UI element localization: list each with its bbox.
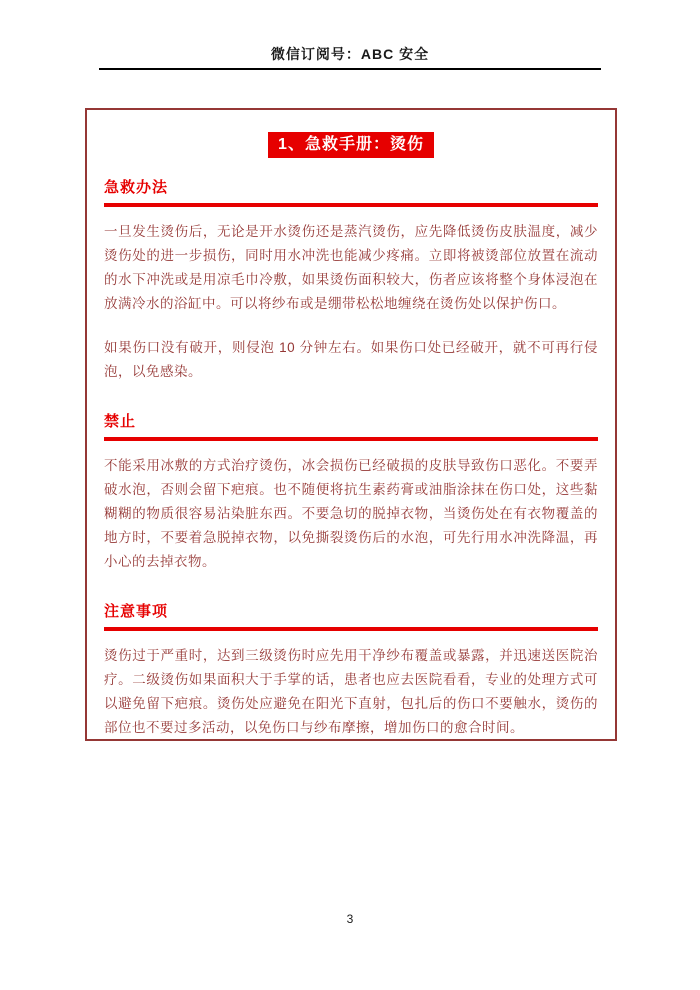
paragraph: 烫伤过于严重时，达到三级烫伤时应先用干净纱布覆盖或暴露，并迅速送医院治疗。二级烫伤如果面积大于手掌的话，患者也应去医院看看，专业的处理方式可以避免留下疤痕。烫伤处应避免在阳光下直射，包扎后的伤口不要触水，烫伤的部位也不要过多活动，以免伤口与纱布摩擦，增加伤口的愈合时间。 — [104, 648, 598, 735]
section-heading: 禁止 — [104, 413, 137, 430]
page-number: 3 — [346, 912, 354, 926]
section-precautions — [104, 600, 598, 740]
paragraph: 不能采用冰敷的方式治疗烫伤，冰会损伤已经破损的皮肤导致伤口恶化。不要弄破水泡，否则会留下疤痕。也不随便将抗生素药膏或油脂涂抹在伤口处，这些黏糊糊的物质很容易沾染脏东西。不要急切的脱掉衣物，当烫伤处在有衣物覆盖的地方时，不要着急脱掉衣物，以免撕裂烫伤后的水泡，可先行用水冲洗降温，再小心的去掉衣物。 — [104, 458, 598, 569]
section-first-aid-methods — [104, 176, 598, 384]
paragraph: 一旦发生烫伤后，无论是开水烫伤还是蒸汽烫伤，应先降低烫伤皮肤温度，减少烫伤处的进一步损伤，同时用水冲洗也能减少疼痛。立即将被烫部位放置在流动的水下冲洗或是用凉毛巾冷敷，如果烫伤面积较大，伤者应该将整个身体浸泡在放满冷水的浴缸中。可以将纱布或是绷带松松地缠绕在烫伤处以保护伤口。 — [104, 224, 598, 311]
page-header: 微信订阅号：ABC 安全 — [270, 46, 430, 62]
section-prohibitions — [104, 410, 598, 574]
section-rule — [104, 627, 598, 631]
section-heading: 急救办法 — [104, 179, 169, 196]
section-rule — [104, 203, 598, 207]
section-heading: 注意事项 — [104, 603, 169, 620]
document-title: 1、急救手册：烫伤 — [268, 132, 434, 158]
header-divider — [99, 68, 601, 70]
section-rule — [104, 437, 598, 441]
paragraph: 如果伤口没有破开，则侵泡 10 分钟左右。如果伤口处已经破开，就不可再行侵泡，以免感染。 — [104, 340, 598, 379]
content-box — [85, 108, 617, 741]
